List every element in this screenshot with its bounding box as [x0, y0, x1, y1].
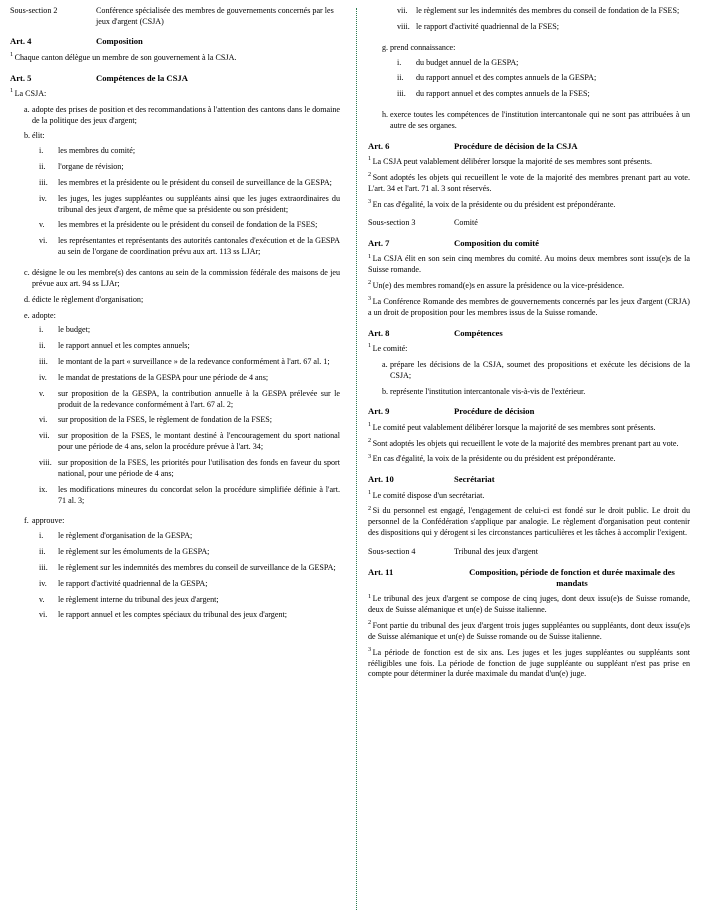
sublist-item — [32, 415, 340, 426]
article-5-continued-list — [368, 6, 690, 132]
sublist-marker: ix. — [39, 484, 48, 494]
sublist-marker: v. — [39, 594, 45, 604]
sublist-marker: i. — [39, 325, 44, 335]
sublist-marker: iv. — [39, 578, 47, 588]
list-item-text: prépare les décisions de la CSJA, soumet des propositions et exécute les décisions de la CSJA; — [390, 359, 690, 380]
sublist-item-text: le rapport annuel et les comptes spéciaux du tribunal des jeux d'argent; — [58, 610, 287, 620]
sublist-item-text: le règlement sur les indemnités des membres du conseil de fondation de la FSES; — [416, 6, 680, 15]
article-7-number: Art. 7 — [368, 238, 390, 249]
list-item-text: exerce toutes les compétences de l'institution intercantonale qui ne sont pas attribuées à un autre de ses organes. — [390, 110, 690, 130]
article-4-title: Composition — [96, 36, 143, 47]
subsection-4-label: Sous-section 4 — [368, 547, 416, 557]
sublist-marker: ii. — [39, 341, 46, 351]
list-item — [368, 43, 690, 105]
sublist-marker: vi. — [39, 415, 48, 425]
left-column — [10, 6, 350, 912]
subsection-4-title: Tribunal des jeux d'argent — [454, 547, 538, 557]
para-marker: 1 — [10, 51, 14, 58]
para-marker: 1 — [368, 488, 372, 496]
article-8-heading — [368, 328, 690, 339]
article-4-para-1 — [10, 53, 340, 64]
sublist-item — [32, 389, 340, 411]
para-marker: 1 — [368, 592, 372, 600]
sublist-marker: ii. — [39, 547, 46, 557]
list-item-text: adopte: — [32, 310, 56, 320]
sublist — [390, 6, 690, 33]
article-11-para-1 — [368, 594, 690, 616]
article-11-para-3 — [368, 648, 690, 681]
article-8-number: Art. 8 — [368, 327, 390, 338]
article-11-para-1-text: Le tribunal des jeux d'argent se compose de cinq juges, dont deux issu(e)s de Suisse romande, deux de Suisse alémanique et un(e) de Suisse italienne. — [368, 594, 690, 615]
article-8-intro — [368, 344, 690, 355]
subsection-2-label: Sous-section 2 — [10, 6, 58, 15]
article-10-title: Secrétariat — [454, 474, 495, 485]
sublist-item — [32, 341, 340, 352]
article-10-para-1-text: Le comité dispose d'un secrétariat. — [372, 490, 485, 500]
sublist-item-text: le budget; — [58, 325, 91, 335]
sublist — [32, 531, 340, 621]
sublist-item-text: le montant de la part « surveillance » de la redevance conformément à l'art. 67 al. 1; — [58, 357, 330, 367]
article-6-para-3-text: En cas d'égalité, la voix de la présidente ou du président est prépondérante. — [372, 199, 616, 209]
sublist-marker: vi. — [39, 236, 48, 246]
article-7-title: Composition du comité — [454, 238, 539, 249]
article-5-title: Compétences de la CSJA — [96, 72, 188, 83]
article-11-para-2-text: Font partie du tribunal des jeux d'argent trois juges suppléantes ou suppléants, dont deux issu(e)s de Suisse alémanique et un(e) de Suisse romande ou de Suisse italienne. — [368, 621, 690, 641]
article-11-number: Art. 11 — [368, 566, 394, 577]
sublist-item — [32, 431, 340, 453]
list-marker: c. — [24, 268, 30, 277]
sublist-marker: vii. — [39, 431, 50, 441]
sublist-item — [32, 146, 340, 157]
sublist-item — [32, 531, 340, 542]
list-marker: e. — [24, 310, 30, 320]
sublist-item — [32, 178, 340, 189]
article-11-heading — [368, 567, 690, 590]
article-10-heading — [368, 474, 690, 485]
article-8-list — [368, 360, 690, 398]
sublist-item-text: les membres et la présidente ou le président du conseil de fondation de la FSES; — [58, 220, 318, 230]
sublist-item-text: les membres et la présidente ou le président du conseil de surveillance de la GESPA; — [58, 177, 332, 187]
column-divider — [356, 8, 357, 910]
article-10-para-2 — [368, 506, 690, 539]
list-item-body — [32, 311, 340, 512]
para-marker: 1 — [368, 342, 372, 350]
sublist-marker: iii. — [397, 89, 406, 99]
article-6-para-3 — [368, 197, 690, 211]
para-marker: 3 — [368, 295, 372, 303]
sublist-item — [32, 162, 340, 173]
para-marker: 1 — [10, 87, 14, 95]
para-marker: 1 — [368, 252, 372, 260]
para-marker: 2 — [368, 436, 372, 444]
subsection-2-title: Conférence spécialisée des membres de gouvernements concernés par les jeux d'argent (CSJA) — [96, 6, 334, 26]
article-9-para-2 — [368, 436, 690, 450]
sublist-marker: iii. — [39, 177, 48, 187]
article-7-para-3-text: La Conférence Romande des membres de gouvernements concernés par les jeux d'argent (CRJA) a un droit de proposition pour les membres issus de la Suisse romande. — [368, 297, 690, 317]
para-marker: 3 — [368, 646, 372, 654]
article-7-heading — [368, 238, 690, 249]
right-column — [350, 6, 690, 912]
sublist-item-text: le règlement interne du tribunal des jeux d'argent; — [58, 594, 219, 604]
article-9-number: Art. 9 — [368, 406, 390, 417]
sublist-marker: i. — [39, 531, 44, 541]
sublist-item-text: sur proposition de la FSES, les priorités pour l'utilisation des fonds en faveur du sport national, pour une période de 4 ans; — [58, 457, 340, 478]
list-item — [368, 6, 690, 38]
article-9-title: Procédure de décision — [454, 406, 535, 417]
list-marker: h. — [382, 110, 389, 120]
list-item-body — [32, 516, 340, 626]
sublist-marker: viii. — [39, 457, 52, 467]
sublist-marker: ii. — [39, 162, 46, 172]
para-marker: 3 — [368, 452, 372, 460]
list-item-body — [390, 6, 690, 38]
list-item-text: représente l'institution intercantonale vis-à-vis de l'extérieur. — [390, 386, 586, 396]
article-6-para-2 — [368, 173, 690, 195]
article-10-number: Art. 10 — [368, 474, 394, 485]
list-item-text: élit: — [32, 131, 45, 141]
para-marker: 2 — [368, 619, 372, 627]
sublist-item — [32, 563, 340, 574]
list-item-text: désigne le ou les membre(s) des cantons au sein de la commission fédérale des maisons de jeu prévue aux art. 94 ss LJAr; — [32, 268, 340, 288]
sublist-marker: iii. — [39, 357, 48, 367]
sublist-item-text: sur proposition de la FSES, le montant destiné à l'encouragement du sport national pour une période de 4 ans, selon la procédure prévue à l'art. 34; — [58, 431, 340, 452]
sublist-item — [32, 357, 340, 368]
sublist-item-text: le règlement sur les indemnités des membres du conseil de surveillance de la GESPA; — [58, 562, 336, 572]
sublist-item — [32, 325, 340, 336]
article-6-title: Procédure de décision de la CSJA — [454, 140, 578, 151]
article-10-para-2-text: Si du personnel est engagé, l'engagement de celui-ci est fondé sur le droit public. Le droit du personnel de la Confédération s'applique par analogie. Le règlement d'organisation peut contenir des dispositions qui y dérogent si les circonstances particulières et les tâches à accomplir l'exigent. — [368, 506, 690, 538]
article-8-title: Compétences — [454, 327, 503, 338]
list-item — [10, 131, 340, 263]
sublist-item-text: l'organe de révision; — [58, 162, 124, 172]
sublist-marker: iii. — [39, 562, 48, 572]
sublist-item-text: du rapport annuel et des comptes annuels de la GESPA; — [416, 73, 597, 83]
article-6-number: Art. 6 — [368, 140, 390, 151]
article-9-para-1 — [368, 423, 690, 434]
sublist-item — [390, 22, 690, 33]
sublist-item — [390, 6, 690, 17]
sublist-item-text: les membres du comité; — [58, 146, 136, 156]
article-4-para-1-text: Chaque canton délègue un membre de son gouvernement à la CSJA. — [14, 52, 237, 62]
sublist-item — [32, 485, 340, 507]
article-9-para-3-text: En cas d'égalité, la voix de la présidente ou du président est prépondérante. — [372, 454, 616, 464]
sublist — [32, 325, 340, 506]
sublist-item-text: le mandat de prestations de la GESPA pour une période de 4 ans; — [58, 372, 269, 382]
sublist-item-text: du rapport annuel et des comptes annuels de la FSES; — [416, 89, 590, 99]
sublist-item — [32, 579, 340, 590]
article-7-para-1 — [368, 254, 690, 276]
sublist-marker: iv. — [39, 193, 47, 203]
subsection-3-label: Sous-section 3 — [368, 218, 416, 228]
sublist-item — [32, 610, 340, 621]
article-7-para-1-text: La CSJA élit en son sein cinq membres du comité. Au moins deux membres sont issu(e)s de la Suisse romande. — [368, 254, 690, 275]
article-6-para-2-text: Sont adoptés les objets qui recueillent le vote de la majorité des membres prenant part au vote. L'art. 34 et l'art. 71 al. 3 sont réservés. — [368, 172, 690, 193]
article-11-para-2 — [368, 621, 690, 643]
list-item — [10, 295, 340, 306]
sublist-item-text: sur proposition de la GESPA, la contribution annuelle à la GESPA prélevée sur le produit de la redevance conformément à l'art. 67 al. 2; — [58, 388, 340, 409]
sublist-item-text: le rapport d'activité quadriennal de la FSES; — [416, 21, 560, 31]
article-6-para-1-text: La CSJA peut valablement délibérer lorsque la majorité de ses membres sont présents. — [372, 157, 652, 167]
sublist-item — [32, 194, 340, 216]
article-6-para-1 — [368, 157, 690, 168]
article-7-para-2 — [368, 281, 690, 292]
list-item-body — [390, 43, 690, 105]
article-5-intro — [10, 89, 340, 100]
list-item-text: adopte des prises de position et des recommandations à l'attention des cantons dans le domaine de la politique des jeux d'argent; — [32, 104, 340, 125]
list-item — [10, 311, 340, 512]
para-marker: 1 — [368, 421, 372, 429]
sublist-item-text: du budget annuel de la GESPA; — [416, 57, 519, 67]
sublist-item — [32, 220, 340, 231]
sublist-marker: vii. — [397, 6, 408, 15]
sublist-marker: v. — [39, 220, 45, 230]
subsection-3-heading — [368, 218, 690, 229]
para-marker: 3 — [368, 197, 372, 205]
sublist-item-text: les modifications mineures du concordat selon la procédure simplifiée définie à l'art. 71 al. 3; — [58, 484, 340, 505]
list-item-text: prend connaissance: — [390, 42, 456, 52]
article-4-heading — [10, 36, 340, 47]
list-item-text: approuve: — [32, 516, 65, 526]
para-marker: 1 — [368, 155, 372, 163]
sublist-item — [390, 58, 690, 69]
list-item — [368, 110, 690, 132]
article-11-para-3-text: La période de fonction est de six ans. Les juges et les juges suppléantes ou suppléants sont rééligibles une fois. La période de fonction de juge suppléante ou suppléant n'est pas prise en compte pour déterminer la durée maximale du mandat d'un(e) juge. — [368, 647, 690, 679]
list-item-body — [32, 131, 340, 263]
sublist — [390, 58, 690, 101]
para-marker: 2 — [368, 171, 372, 179]
article-7-para-3 — [368, 297, 690, 319]
subsection-2-heading — [10, 6, 340, 27]
list-item — [10, 268, 340, 290]
article-9-para-3 — [368, 454, 690, 465]
sublist-marker: vi. — [39, 610, 48, 620]
sublist-item — [32, 595, 340, 606]
list-marker: f. — [24, 516, 29, 526]
article-7-para-2-text: Un(e) des membres romand(e)s en assure la présidence ou la vice-présidence. — [372, 281, 625, 291]
sublist-marker: i. — [397, 57, 402, 67]
sublist-item — [32, 458, 340, 480]
sublist-item — [32, 547, 340, 558]
sublist-item — [390, 89, 690, 100]
list-marker: a. — [24, 104, 30, 114]
list-item — [368, 360, 690, 382]
sublist-item-text: les représentantes et représentants des autorités cantonales d'exécution et de la GESPA au sein de l'organe de coordination prévu aux art. 113 ss LJAr; — [58, 236, 340, 257]
sublist-item-text: le rapport d'activité quadriennal de la GESPA; — [58, 578, 208, 588]
article-9-heading — [368, 406, 690, 417]
list-item — [10, 105, 340, 127]
para-marker: 2 — [368, 279, 372, 287]
list-item — [10, 516, 340, 626]
sublist-marker: ii. — [397, 73, 404, 83]
sublist-item — [390, 73, 690, 84]
sublist-item — [32, 236, 340, 258]
list-item — [368, 387, 690, 398]
list-marker: d. — [24, 294, 31, 304]
article-6-heading — [368, 141, 690, 152]
article-9-para-2-text: Sont adoptés les objets qui recueillent le vote de la majorité des membres prenant part au vote. — [372, 438, 679, 448]
article-5-number: Art. 5 — [10, 72, 32, 83]
list-marker: b. — [24, 131, 31, 141]
sublist-marker: i. — [39, 146, 44, 156]
sublist-marker: viii. — [397, 21, 410, 31]
sublist-item — [32, 373, 340, 384]
article-8-intro-text: Le comité: — [372, 344, 408, 354]
sublist-item-text: le règlement sur les émoluments de la GESPA; — [58, 547, 210, 557]
sublist — [32, 146, 340, 258]
article-4-number: Art. 4 — [10, 36, 32, 47]
sublist-item-text: sur proposition de la FSES, le règlement de fondation de la FSES; — [58, 415, 273, 425]
article-9-para-1-text: Le comité peut valablement délibérer lorsque la majorité de ses membres sont présents. — [372, 422, 656, 432]
subsection-3-title: Comité — [454, 218, 478, 228]
list-marker: g. — [382, 42, 389, 52]
para-marker: 2 — [368, 504, 372, 512]
article-10-para-1 — [368, 488, 690, 502]
article-5-list — [10, 105, 340, 627]
sublist-marker: v. — [39, 388, 45, 398]
list-marker: a. — [382, 359, 388, 369]
article-5-intro-text: La CSJA: — [14, 88, 47, 98]
subsection-4-heading — [368, 547, 690, 558]
article-5-heading — [10, 73, 340, 84]
article-11-title: Composition, période de fonction et durée maximale des mandats — [469, 566, 675, 589]
list-marker: b. — [382, 386, 389, 396]
sublist-marker: iv. — [39, 372, 47, 382]
list-item-text: édicte le règlement d'organisation; — [32, 294, 144, 304]
sublist-item-text: le règlement d'organisation de la GESPA; — [58, 531, 193, 541]
sublist-item-text: les juges, les juges suppléantes ou suppléants ainsi que les juges extraordinaires du tribunal des jeux d'argent, de même que sa présidente ou son président; — [58, 193, 340, 214]
sublist-item-text: le rapport annuel et les comptes annuels; — [58, 341, 190, 351]
